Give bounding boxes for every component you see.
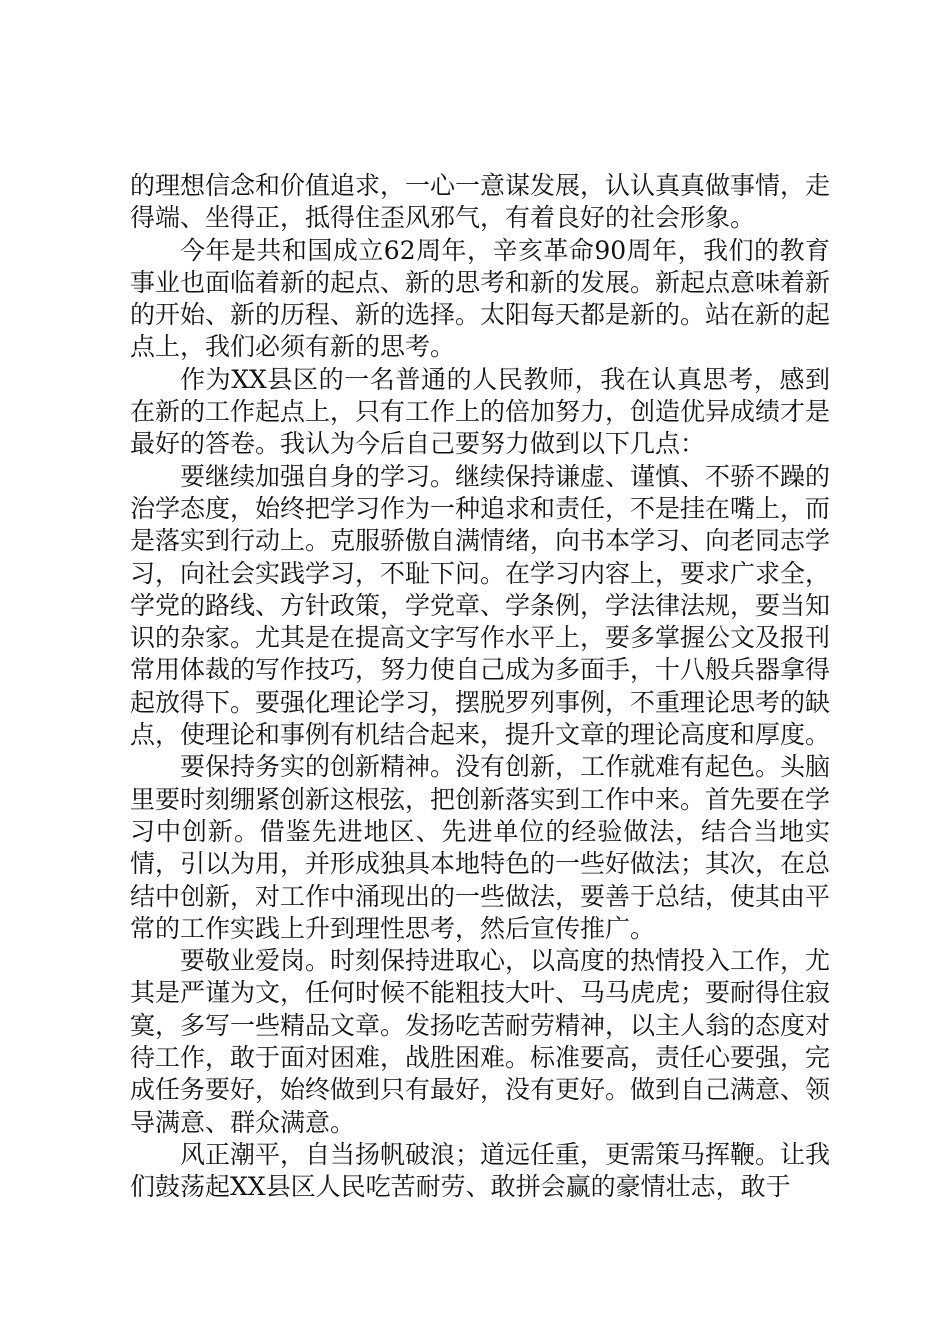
paragraph-anniversary: 今年是共和国成立62周年，辛亥革命90周年，我们的教育事业也面临着新的起点、新的思考和新的发展。新起点意味着新的开始、新的历程、新的选择。太阳每天都是新的。站在新的起点上，我们必须有新的思考。 (130, 235, 831, 362)
paragraph-continuation: 的理想信念和价值追求，一心一意谋发展，认认真真做事情，走得端、坐得正，抵得住歪风邪气，有着良好的社会形象。 (130, 171, 831, 233)
document-body (130, 170, 830, 1204)
paragraph-study: 要继续加强自身的学习。继续保持谦虚、谨慎、不骄不躁的治学态度，始终把学习作为一种追求和责任，不是挂在嘴上，而是落实到行动上。克服骄傲自满情绪，向书本学习、向老同志学习，向社会实践学习，不耻下问。在学习内容上，要求广求全，学党的路线、方针政策，学党章、学条例，学法律法规，要当知识的杂家。尤其是在提高文字写作水平上，要多掌握公文及报刊常用体裁的写作技巧，努力使自己成为多面手，十八般兵器拿得起放得下。要强化理论学习，摆脱罗列事例，不重理论思考的缺点，使理论和事例有机结合起来，提升文章的理论高度和厚度。 (130, 461, 831, 750)
paragraph-closing: 风正潮平，自当扬帆破浪；道远任重，更需策马挥鞭。让我们鼓荡起XX县区人民吃苦耐劳、敢拼会赢的豪情壮志，敢于 (130, 1139, 831, 1202)
paragraph-teacher-reflection: 作为XX县区的一名普通的人民教师，我在认真思考，感到在新的工作起点上，只有工作上的倍加努力，创造优异成绩才是最好的答卷。我认为今后自己要努力做到以下几点： (130, 364, 831, 459)
paragraph-dedication: 要敬业爱岗。时刻保持进取心，以高度的热情投入工作，尤其是严谨为文，任何时候不能粗技大叶、马马虎虎；要耐得住寂寞，多写一些精品文章。发扬吃苦耐劳精神，以主人翁的态度对待工作，敢于面对困难，战胜困难。标准要高，责任心要强，完成任务要好，始终做到只有最好，没有更好。做到自己满意、领导满意、群众满意。 (130, 946, 831, 1137)
paragraph-innovation: 要保持务实的创新精神。没有创新，工作就难有起色。头脑里要时刻绷紧创新这根弦，把创新落实到工作中来。首先要在学习中创新。借鉴先进地区、先进单位的经验做法，结合当地实情，引以为用，并形成独具本地特色的一些好做法；其次，在总结中创新，对工作中涌现出的一些做法，要善于总结，使其由平常的工作实践上升到理性思考，然后宣传推广。 (130, 752, 831, 943)
